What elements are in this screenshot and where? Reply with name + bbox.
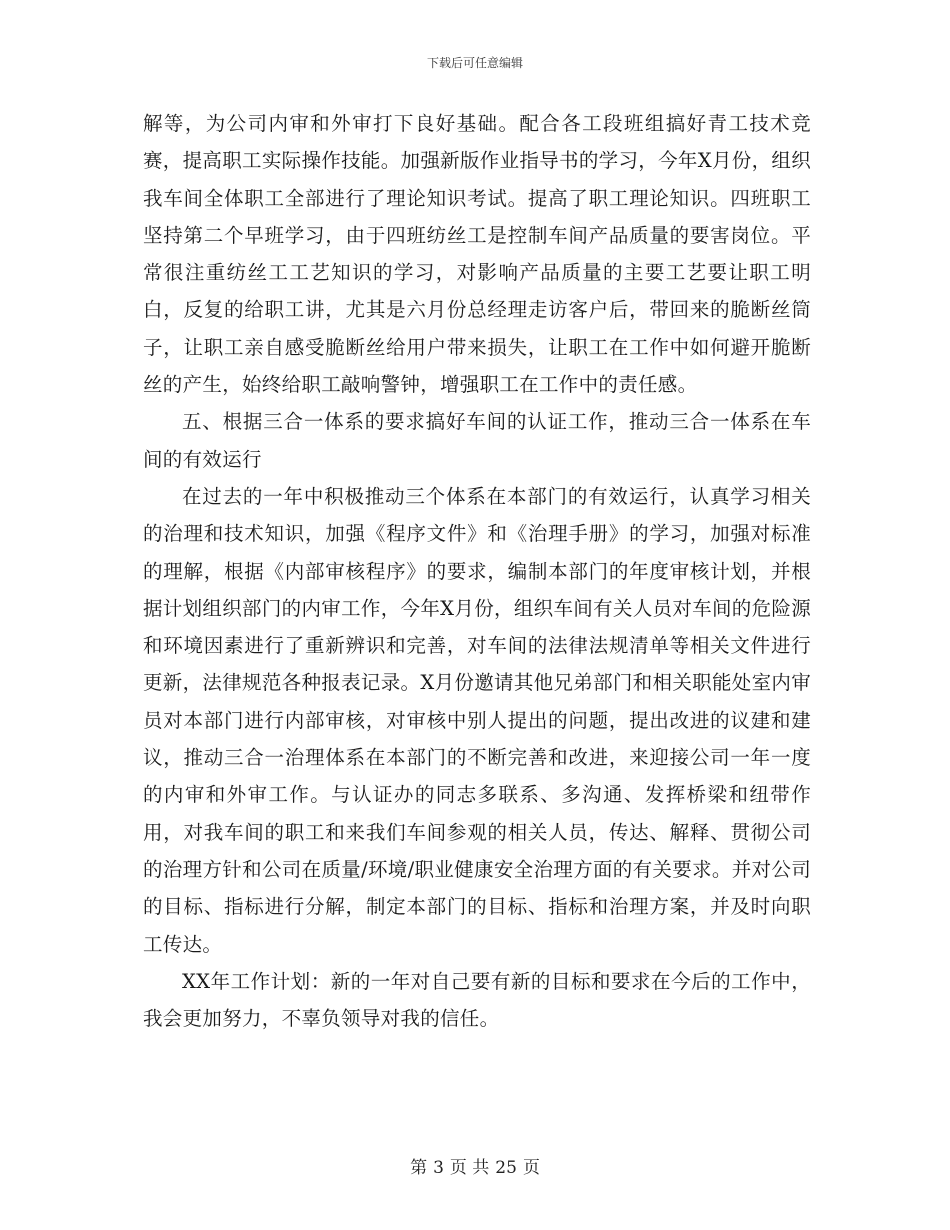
paragraph: 在过去的一年中积极推动三个体系在本部门的有效运行，认真学习相关的治理和技术知识，加强《程序文件》和《治理手册》的学习，加强对标准的理解，根据《内部审核程序》的要求，编制本部门的年度审核计划，并根据计划组织部门的内审工作，今年X月份，组织车间有关人员对车间的危险源和环境因素进行了重新辨识和完善，对车间的法律法规清单等相关文件进行更新，法律规范各种报表记录。X月份邀请其他兄弟部门和相关职能处室内审员对本部门进行内部审核，对审核中别人提出的问题，提出改进的议建和建议，推动三合一治理体系在本部门的不断完善和改进，来迎接公司一年一度的内审和外审工作。与认证办的同志多联系、多沟通、发挥桥梁和纽带作用，对我车间的职工和来我们车间参观的相关人员，传达、解释、贯彻公司的治理方针和公司在质量/环境/职业健康安全治理方面的有关要求。并对公司的目标、指标进行分解，制定本部门的目标、指标和治理方案，并及时向职工传达。: [143, 484, 811, 956]
footer-middle: 页 共: [449, 1158, 490, 1178]
section-heading: 五、根据三合一体系的要求搞好车间的认证工作，推动三合一体系在车间的有效运行: [143, 410, 811, 471]
footer-prefix: 第: [410, 1158, 428, 1178]
header-note: 下载后可任意编辑: [426, 56, 523, 70]
paragraph-work-plan: XX年工作计划：新的一年对自己要有新的目标和要求在今后的工作中，我会更加努力，不辜负领导对我的信任。: [143, 969, 811, 1031]
page-number-footer: [0, 1153, 950, 1178]
total-pages-number: 25: [495, 1158, 517, 1178]
document-body: [143, 105, 811, 1037]
paragraph-continuation: 解等，为公司内审和外审打下良好基础。配合各工段班组搞好青工技术竞赛，提高职工实际操作技能。加强新版作业指导书的学习，今年X月份，组织我车间全体职工全部进行了理论知识考试。提高了职工理论知识。四班职工坚持第二个早班学习，由于四班纺丝工是控制车间产品质量的要害岗位。平常很注重纺丝工工艺知识的学习，对影响产品质量的主要工艺要让职工明白，反复的给职工讲，尤其是六月份总经理走访客户后，带回来的脆断丝筒子，让职工亲自感受脆断丝给用户带来损失，让职工在工作中如何避开脆断丝的产生，始终给职工敲响警钟，增强职工在工作中的责任感。: [143, 112, 811, 397]
current-page-number: 3: [433, 1158, 444, 1178]
footer-suffix: 页: [522, 1158, 540, 1178]
